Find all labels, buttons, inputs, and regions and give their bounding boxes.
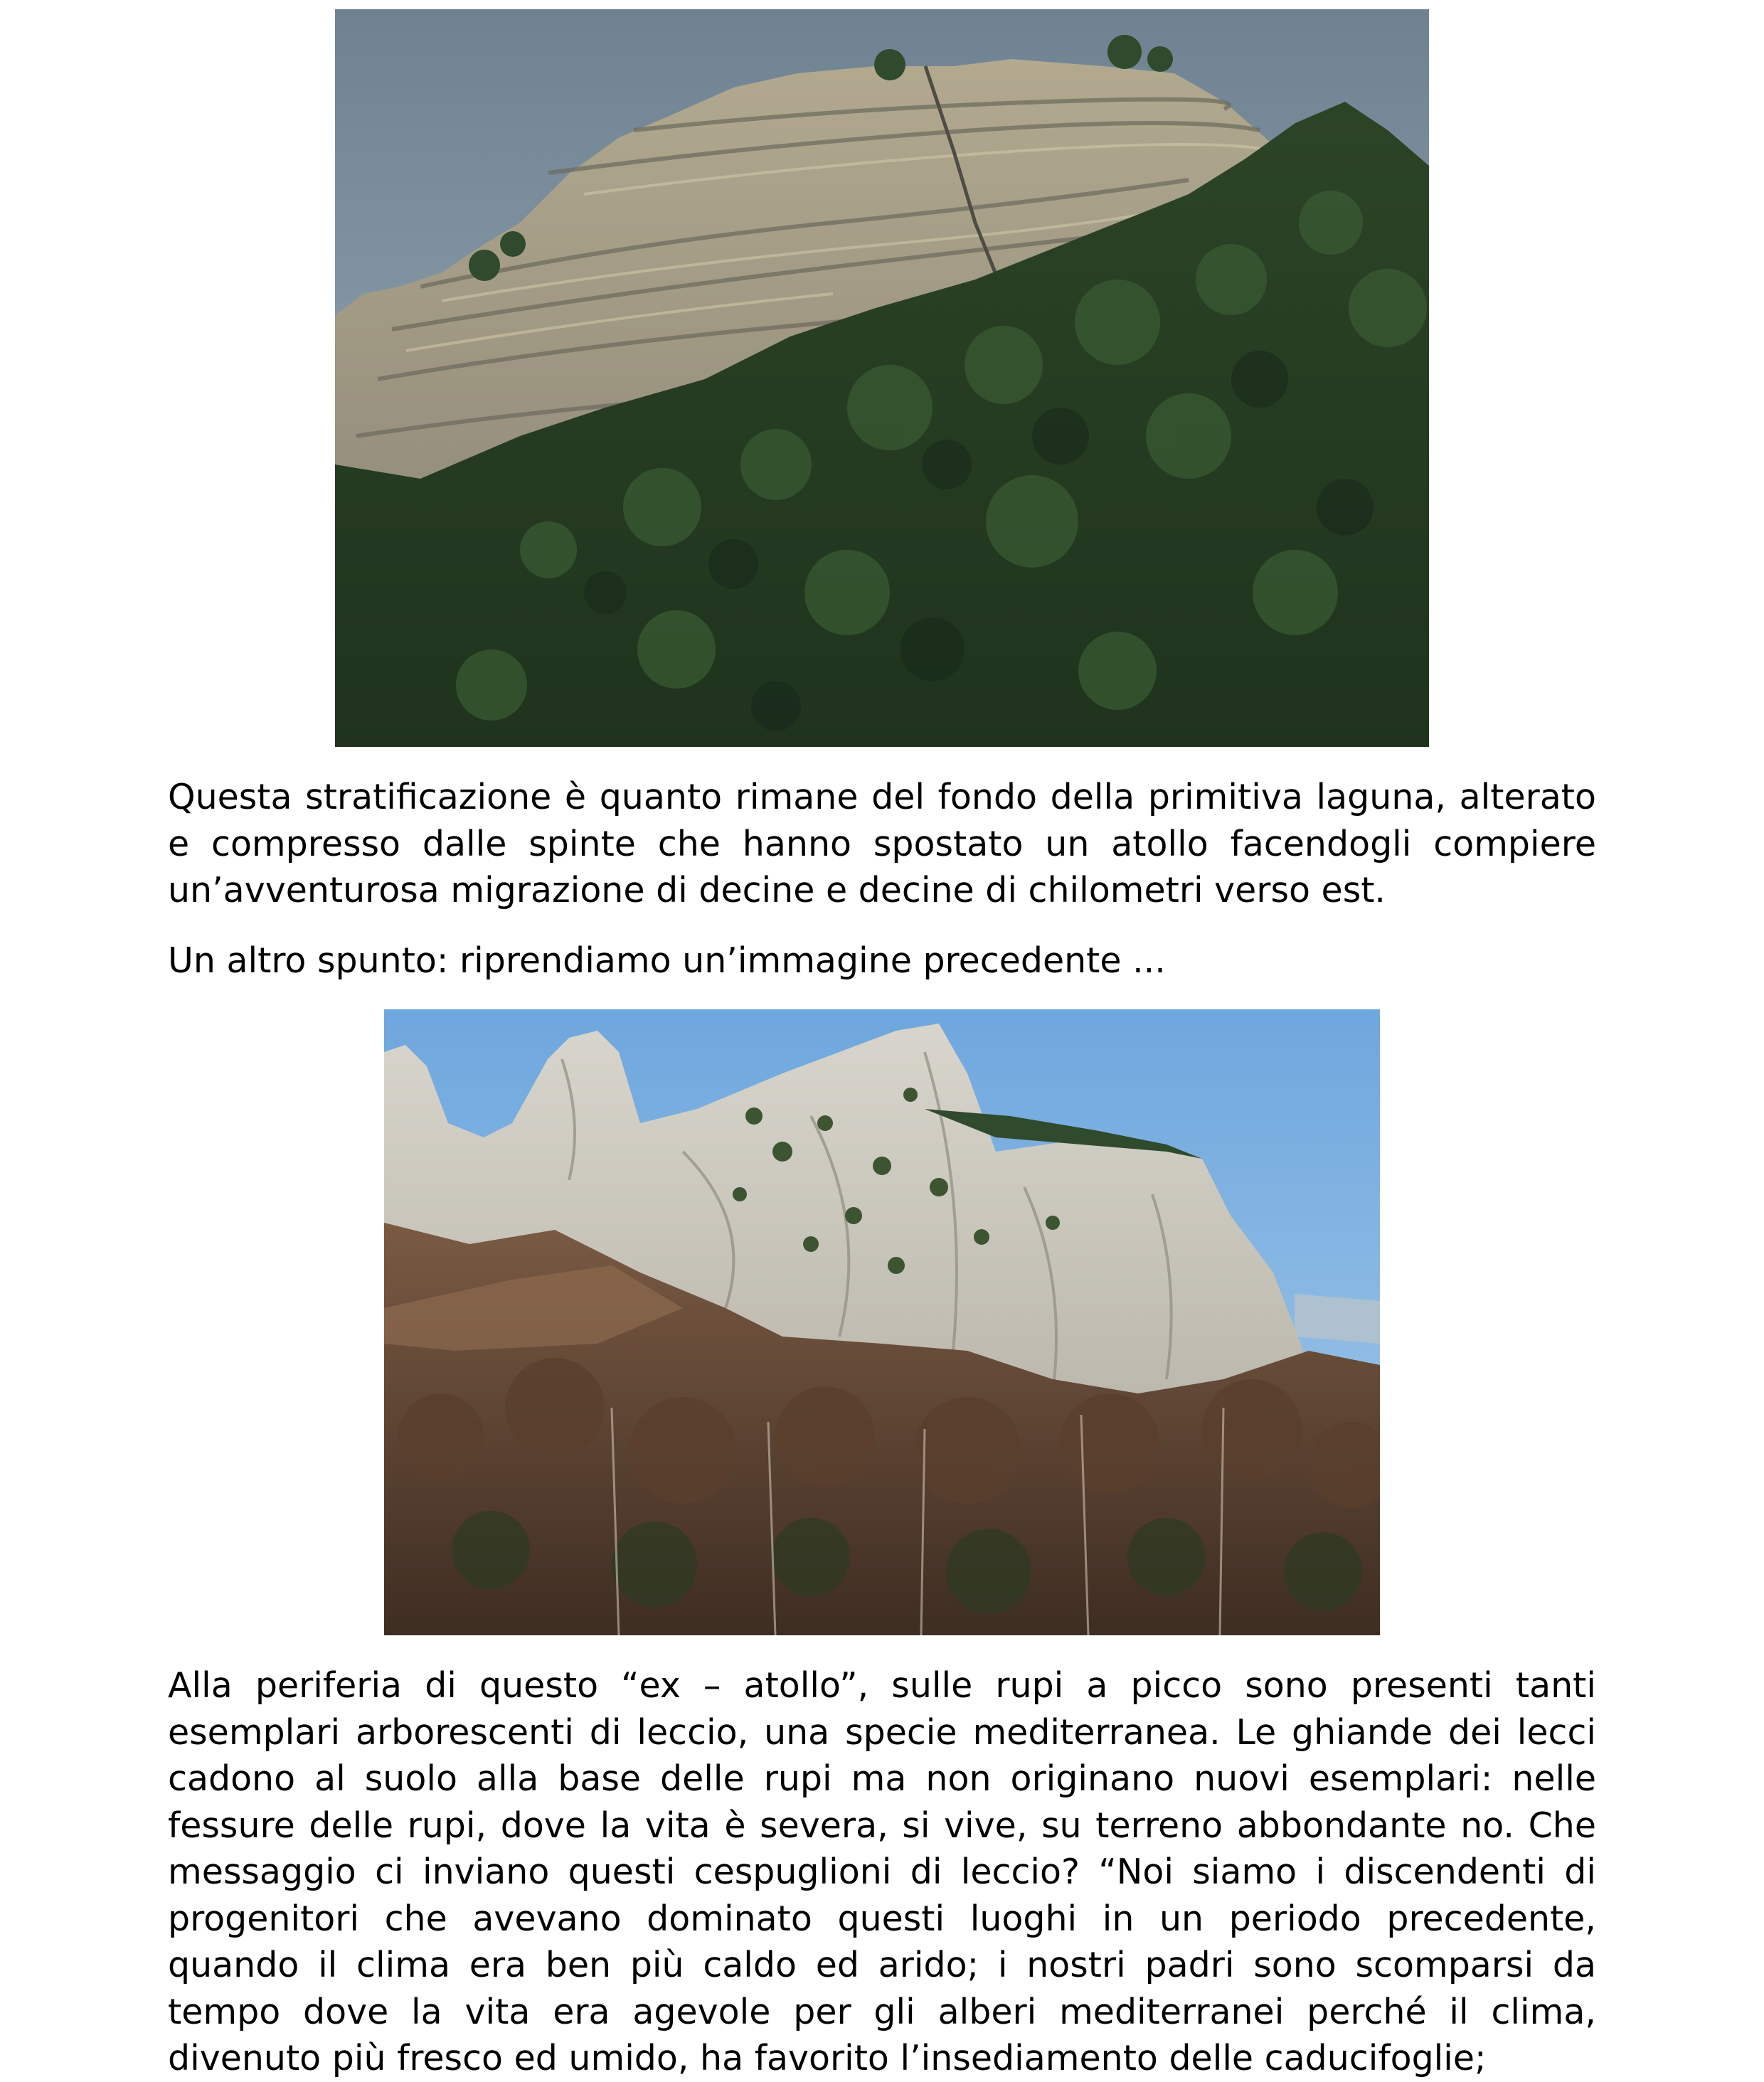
paragraph-holm-oak: Alla periferia di questo “ex – atollo”, sulle rupi a picco sono presenti tanti esemplari arborescenti di leccio, una specie mediterranea. Le ghiande dei lecci cadono al suolo alla base delle rupi ma non originano nuovi esemplari: nelle fessure delle rupi, dove la vita è severa, si vive, su terreno abbondante no. Che messaggio ci inviano questi cespuglioni di leccio? “Noi siamo i discendenti di progenitori che avevano dominato questi luoghi in un periodo precedente, quando il clima era ben più caldo ed arido; i nostri padri sono scomparsi da tempo dove la vita era agevole per gli alberi mediterranei perché il clima, divenuto più fresco ed umido, ha favorito l’insediamento delle caducifoglie; — [168, 1665, 1596, 2078]
paragraph-stratification: Questa stratificazione è quanto rimane del fondo della primitiva laguna, alterato e compresso dalle spinte che hanno spostato un atollo facendogli compiere un’avventurosa migrazione di decine e decine di chilometri verso est. — [168, 777, 1596, 910]
rocky-hill-photo — [335, 9, 1429, 747]
limestone-cliffs-photo — [384, 1009, 1380, 1635]
paragraph-another-hint: Un altro spunto: riprendiamo un’immagine precedente ... — [168, 940, 1166, 981]
